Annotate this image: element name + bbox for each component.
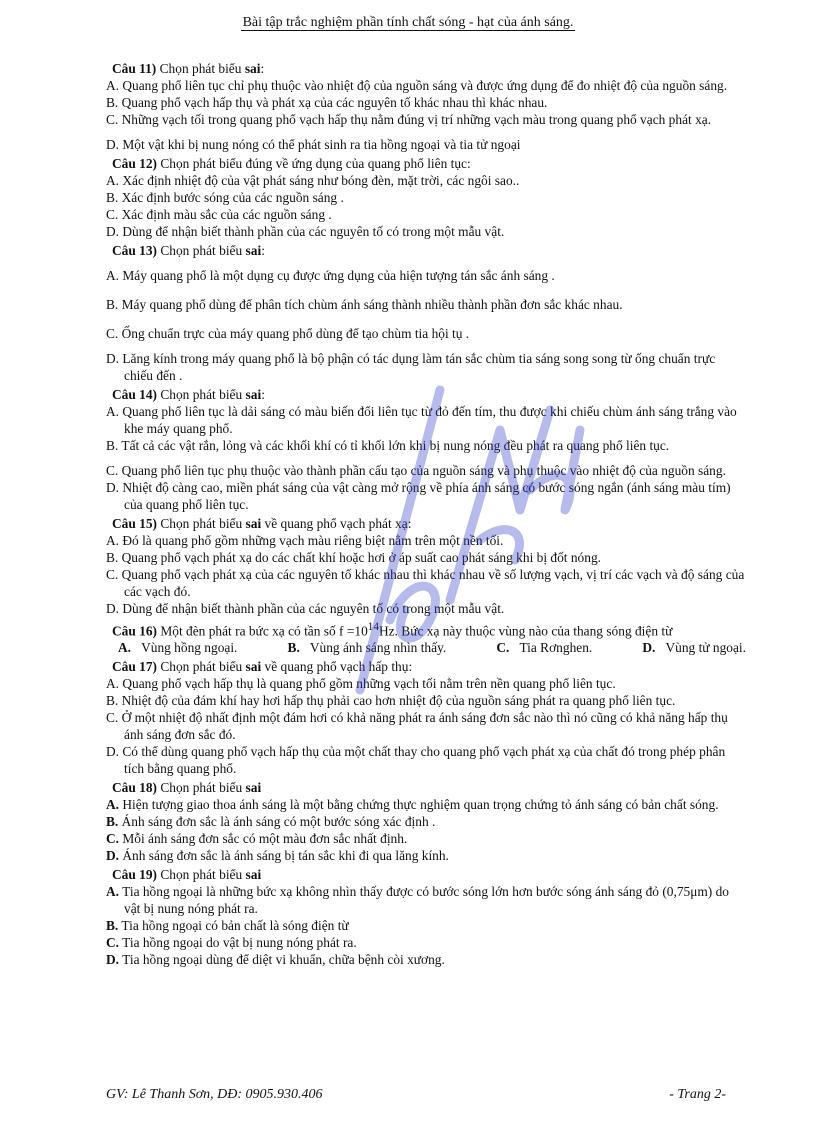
option-b: B. Tất cả các vật rắn, lỏng và các khối khí có tỉ khối lớn khi bị nung nóng đều phát ra quang phổ liên tục. <box>106 438 670 453</box>
question-text: Chọn phát biểu <box>157 387 246 402</box>
option-a: A. Quang phổ vạch hấp thụ là quang phổ gồm những vạch tối nằm trên nền quang phổ liên tục. <box>106 676 616 692</box>
question-text-end: : <box>260 61 265 76</box>
question-number: Câu 18) <box>112 780 158 796</box>
option-d <box>106 951 746 968</box>
question-text: Chọn phát biểu <box>157 243 246 258</box>
question-text: Chọn phát biểu <box>157 867 246 883</box>
question-text-end: : <box>261 387 265 402</box>
option-text: Ánh sáng đơn sắc là ánh sáng có một bước sóng xác định . <box>118 814 436 830</box>
option-a: A. Quang phổ liên tục chỉ phụ thuộc vào nhiệt độ của nguồn sáng và được ứng dụng để đo nhiệt độ của nguồn sáng. <box>106 78 728 93</box>
option-b <box>288 639 447 656</box>
option-d: D. Nhiệt độ càng cao, miền phát sáng của vật càng mở rộng về phía ánh sáng có bước sóng ngắn (ánh sáng màu tím) của quang phổ liên tục. <box>106 480 731 512</box>
option-d <box>642 639 746 656</box>
question-text-end: về quang phổ vạch phát xạ: <box>261 516 412 531</box>
question-text-end: : <box>261 243 265 258</box>
question-11 <box>106 60 746 153</box>
question-header <box>106 779 746 796</box>
option-d: D. Dùng để nhận biết thành phần của các nguyên tố có trong một mẫu vật. <box>106 224 505 239</box>
option-letter: C. <box>496 640 510 656</box>
question-number: Câu 12) <box>112 156 158 171</box>
option-c <box>496 639 592 656</box>
option-d: D. Có thể dùng quang phổ vạch hấp thụ của một chất thay cho quang phổ vạch phát xạ của chất đó trong phép phân tích bằng quang phổ. <box>106 744 726 777</box>
option-letter: B. <box>106 814 119 830</box>
option-b: B. Nhiệt độ của đám khí hay hơi hấp thụ phải cao hơn nhiệt độ của nguồn sáng phát ra quang phổ liên tục. <box>106 693 676 709</box>
option-b <box>106 813 746 830</box>
question-keyword: sai <box>245 243 262 258</box>
question-number: Câu 15) <box>112 516 158 531</box>
question-13 <box>106 242 746 384</box>
option-d: D. Một vật khi bị nung nóng có thể phát sinh ra tia hồng ngoại và tia tử ngoại <box>106 137 521 152</box>
option-letter: C. <box>106 831 120 847</box>
document-body <box>106 58 746 968</box>
question-number: Câu 16) <box>112 623 158 639</box>
page-footer <box>106 1086 726 1103</box>
option-text: Tia hồng ngoại do vật bị nung nóng phát ra. <box>119 935 357 951</box>
option-letter: D. <box>642 640 656 656</box>
question-header <box>106 242 746 259</box>
option-text: Tia hồng ngoại là những bức xạ không nhìn thấy được có bước sóng lớn hơn bước sóng ánh sáng đỏ (0,75μm) do vật bị nung nóng phát ra. <box>119 884 730 917</box>
question-text: Chọn phát biểu <box>157 516 246 531</box>
option-c: C. Xác định màu sắc của các nguồn sáng . <box>106 207 332 222</box>
question-header <box>106 619 746 639</box>
option-c: C. Ở một nhiệt độ nhất định một đám hơi có khả năng phát ra ánh sáng đơn sắc nào thì nó cũng có khả năng hấp thụ ánh sáng đơn sắc đó. <box>106 710 728 743</box>
option-letter: B. <box>287 640 300 656</box>
option-letter: C. <box>106 935 120 951</box>
question-number: Câu 13) <box>112 243 158 258</box>
question-keyword: sai <box>245 780 262 796</box>
question-19 <box>106 866 746 968</box>
question-14 <box>106 386 746 513</box>
question-keyword: sai <box>245 387 262 402</box>
option-a: A. Đó là quang phổ gồm những vạch màu riêng biệt nằm trên một nền tối. <box>106 533 504 548</box>
option-c <box>106 934 746 951</box>
frequency-exponent: 14 <box>367 621 379 633</box>
option-text: Tia hồng ngoại có bản chất là sóng điện từ <box>118 918 349 934</box>
option-c: C. Những vạch tối trong quang phổ vạch hấp thụ nằm đúng vị trí những vạch màu trong quang phổ vạch phát xạ. <box>106 112 712 127</box>
option-letter: D. <box>106 952 120 968</box>
option-a <box>118 639 237 656</box>
option-letter: A. <box>118 640 132 656</box>
option-text: Tia hồng ngoại dùng để diệt vi khuẩn, chữa bệnh còi xương. <box>119 952 445 968</box>
option-letter: A. <box>106 884 120 900</box>
question-number: Câu 19) <box>112 867 158 883</box>
question-header <box>106 866 746 883</box>
question-number: Câu 14) <box>112 387 158 402</box>
page-number: - Trang 2- <box>669 1087 726 1102</box>
option-b: B. Quang phổ vạch hấp thụ và phát xạ của các nguyên tố khác nhau thì khác nhau. <box>106 95 548 110</box>
option-d: D. Lăng kính trong máy quang phổ là bộ phận có tác dụng làm tán sắc chùm tia sáng song song từ ống chuẩn trực chiếu đến . <box>106 351 716 383</box>
option-letter: A. <box>106 797 120 813</box>
question-header <box>106 155 746 172</box>
question-text: Chọn phát biểu <box>156 61 245 76</box>
question-keyword: sai <box>245 659 262 675</box>
option-b: B. Máy quang phổ dùng để phân tích chùm ánh sáng thành nhiều thành phần đơn sắc khác nhau. <box>106 297 623 312</box>
page-title: Bài tập trắc nghiệm phần tính chất sóng - hạt của ánh sáng. <box>242 15 574 30</box>
option-c: C. Quang phổ vạch phát xạ của các nguyên tố khác nhau thì khác nhau về số lượng vạch, vị trí các vạch và độ sáng của các vạch đó. <box>106 567 745 599</box>
question-keyword: sai <box>245 516 262 531</box>
option-text: Vùng tử ngoại. <box>665 640 746 656</box>
question-text: Chọn phát biểu <box>157 780 246 796</box>
question-18 <box>106 779 746 864</box>
question-keyword: sai <box>245 867 262 883</box>
question-number: Câu 17) <box>112 659 158 675</box>
question-text-end: Hz. Bức xạ này thuộc vùng nào của thang sóng điện từ <box>378 623 673 639</box>
question-header <box>106 386 746 403</box>
option-a: A. Quang phổ liên tục là dải sáng có màu biến đổi liên tục từ đỏ đến tím, thu được khi chiếu chùm ánh sáng trắng vào khe máy quang phổ. <box>106 404 737 436</box>
option-text: Tia Rơnghen. <box>519 640 593 656</box>
option-c <box>106 830 746 847</box>
question-number: Câu 11) <box>112 61 157 76</box>
question-15 <box>106 515 746 617</box>
question-text: Chọn phát biểu <box>157 659 246 675</box>
option-text: Hiện tượng giao thoa ánh sáng là một bằng chứng thực nghiệm quan trọng chứng tỏ ánh sáng có bản chất sóng. <box>119 797 719 813</box>
question-12 <box>106 155 746 240</box>
page-header <box>0 14 816 31</box>
question-keyword: sai <box>244 61 261 76</box>
author-contact: GV: Lê Thanh Sơn, DĐ: 0905.930.406 <box>106 1087 323 1102</box>
question-16 <box>106 619 746 656</box>
option-text: Vùng hồng ngoại. <box>141 640 238 656</box>
question-header <box>106 658 746 675</box>
question-17 <box>106 658 746 777</box>
option-b: B. Quang phổ vạch phát xạ do các chất khí hoặc hơi ở áp suất cao phát sáng khi bị đốt nóng. <box>106 550 601 565</box>
question-header <box>106 515 746 532</box>
option-a <box>106 796 746 813</box>
option-d: D. Dùng để nhận biết thành phần của các nguyên tố có trong một mẫu vật. <box>106 601 505 616</box>
option-a <box>106 883 746 917</box>
option-d <box>106 847 746 864</box>
options-row <box>106 639 746 656</box>
option-text: Mỗi ánh sáng đơn sắc có một màu đơn sắc nhất định. <box>119 831 408 847</box>
question-header <box>106 60 746 77</box>
option-c: C. Ống chuẩn trực của máy quang phổ dùng để tạo chùm tia hội tụ . <box>106 326 470 341</box>
option-c: C. Quang phổ liên tục phụ thuộc vào thành phần cấu tạo của nguồn sáng và phụ thuộc vào nhiệt độ của nguồn sáng. <box>106 463 726 478</box>
question-text: Một đèn phát ra bức xạ có tần số f =10 <box>157 623 368 639</box>
option-a: A. Xác định nhiệt độ của vật phát sáng như bóng đèn, mặt trời, các ngôi sao.. <box>106 173 520 188</box>
option-b: B. Xác định bước sóng của các nguồn sáng . <box>106 190 344 205</box>
option-b <box>106 917 746 934</box>
question-text: Chọn phát biểu đúng về ứng dụng của quang phổ liên tục: <box>157 156 471 171</box>
question-text-end: về quang phổ vạch hấp thụ: <box>261 659 413 675</box>
option-a: A. Máy quang phổ là một dụng cụ được ứng dụng của hiện tượng tán sắc ánh sáng . <box>106 268 555 283</box>
option-text: Ánh sáng đơn sắc là ánh sáng bị tán sắc khi đi qua lăng kính. <box>119 848 449 864</box>
option-letter: B. <box>106 918 119 934</box>
option-text: Vùng ánh sáng nhìn thấy. <box>309 640 447 656</box>
option-letter: D. <box>106 848 120 864</box>
